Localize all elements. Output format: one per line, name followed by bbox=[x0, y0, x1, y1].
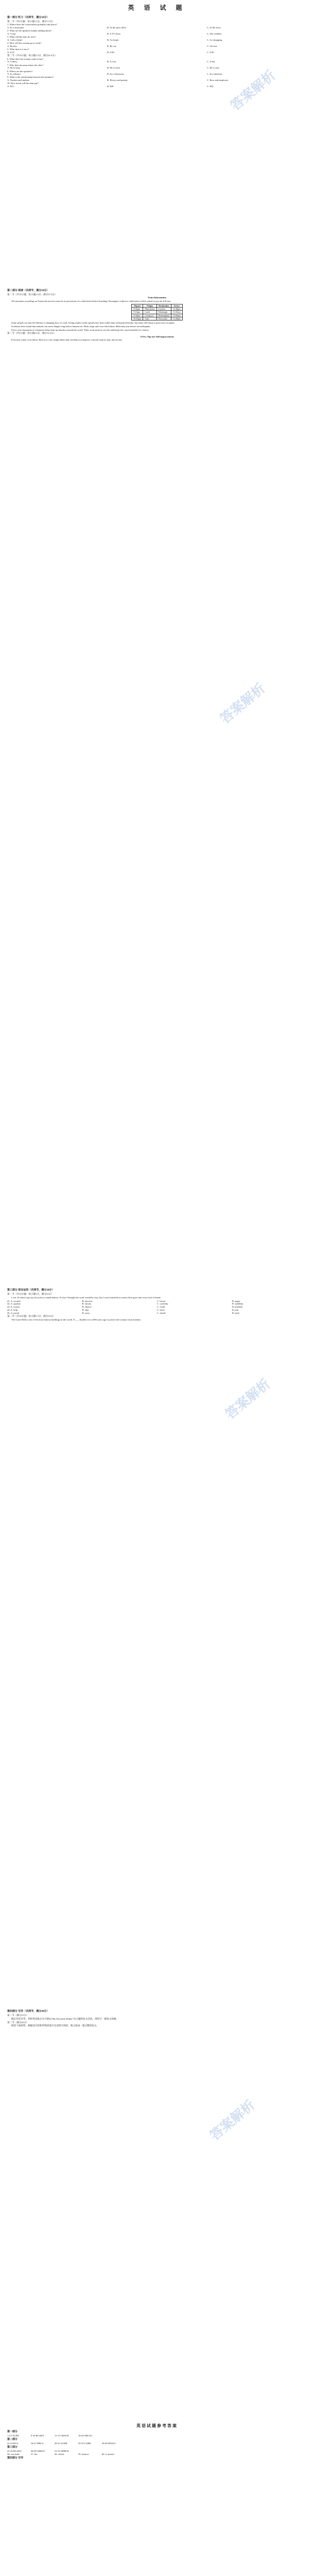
table-cell: 8:45pm bbox=[132, 308, 143, 311]
cloze-options bbox=[7, 1300, 307, 1315]
option: A. He is busy. bbox=[7, 66, 21, 70]
table-cell: London bbox=[156, 308, 171, 311]
part4-section2: 第二节（满分25分） bbox=[7, 2021, 29, 2024]
seven-choice-title: A Few Tips for Self-improvement bbox=[140, 335, 174, 338]
question bbox=[7, 82, 307, 88]
question bbox=[7, 23, 307, 29]
option: 45. A. proud bbox=[7, 1311, 19, 1314]
part3 bbox=[7, 1288, 307, 1321]
option: C. carefully bbox=[157, 1302, 168, 1306]
passage-c: Scientists have found that animals can sense danger long before humans do. Birds, dogs and even fish behave differently just before an earthquake. bbox=[11, 325, 151, 328]
question-stem: 3. What will the man do next? bbox=[7, 36, 36, 39]
part1-section1: 第一节（共5小题；每小题1.5分，满分7.5分） bbox=[7, 20, 55, 23]
answer-item: 24-27 DBCA bbox=[31, 2442, 44, 2445]
option: C. $25. bbox=[207, 85, 214, 88]
question bbox=[7, 70, 307, 76]
question-stem: 8. Where are the speakers? bbox=[7, 70, 33, 73]
part1-questions bbox=[7, 23, 307, 54]
column-header: Destination bbox=[156, 304, 171, 307]
option: A. A dress. bbox=[7, 60, 18, 63]
option: C. A hat. bbox=[207, 60, 216, 63]
option: A. 8:15. bbox=[7, 51, 15, 54]
option: B. 8:30. bbox=[107, 51, 115, 54]
option: A. By bus. bbox=[7, 45, 18, 48]
answer-item: 56. was built bbox=[7, 2452, 20, 2455]
answer-item: 6-10 BCABA bbox=[31, 2434, 44, 2437]
answer-item: 11-15 CBACB bbox=[55, 2434, 69, 2437]
options bbox=[7, 51, 307, 54]
cloze-text: I was 16 when I got my first job at a small bakery. At first I thought the work would be easy, but I soon learned how much effort goes into every loaf of bread. bbox=[11, 1296, 161, 1299]
answer-item: 46-50 CBDAC bbox=[31, 2450, 45, 2453]
table-cell: 9:10pm bbox=[132, 311, 143, 314]
column-header: Arrive bbox=[171, 304, 182, 307]
options bbox=[7, 79, 307, 82]
answer-item: 28-31 ACDB bbox=[55, 2442, 67, 2445]
answer-item: 1-5 CACBA bbox=[7, 2434, 20, 2437]
option: C. On foot. bbox=[207, 45, 218, 48]
table-cell: 11:20pm bbox=[171, 317, 182, 320]
option: C. He is sick. bbox=[207, 66, 220, 70]
passage-a-title: Train Information bbox=[147, 296, 167, 299]
option: D. suddenly bbox=[232, 1302, 243, 1306]
option: 42. A. quickly bbox=[7, 1302, 21, 1306]
table-row bbox=[132, 317, 182, 320]
answers-writing-label: 第四部分 写作 bbox=[7, 2456, 24, 2460]
option: C. bored bbox=[157, 1299, 165, 1302]
option: A. In a library. bbox=[7, 73, 21, 76]
option: C. Boss and employee. bbox=[207, 79, 229, 82]
answer-item: 51-55 ADBCB bbox=[55, 2450, 69, 2453]
answers-part1-label: 第一部分 bbox=[7, 2431, 18, 2433]
option: D. tired bbox=[232, 1311, 239, 1314]
option: B. By car. bbox=[107, 45, 117, 48]
question bbox=[7, 64, 307, 70]
option: B. In a classroom. bbox=[107, 73, 125, 76]
writing2-prompt: 阅读下面材料，根据其内容和所给段落开头语续写两段，使之构成一篇完整的短文。 bbox=[11, 2024, 99, 2027]
option: C. Go shopping. bbox=[207, 39, 223, 42]
options bbox=[7, 26, 307, 29]
part1-questions2 bbox=[7, 58, 307, 88]
option: 41. A. excited bbox=[7, 1299, 21, 1302]
option: D. join bbox=[232, 1308, 239, 1311]
passage-b: Some people say that the Internet is changing how we read. Young readers today spend more time online than with printed books, but many still enjoy a good story on paper. bbox=[11, 321, 175, 325]
question bbox=[7, 48, 307, 54]
answer-item: 59. famous bbox=[78, 2452, 89, 2455]
answers-part2 bbox=[7, 2442, 307, 2445]
option: B. nervous bbox=[82, 1299, 93, 1302]
option: B. $20. bbox=[107, 85, 114, 88]
option: A. Teacher and student. bbox=[7, 79, 30, 82]
part3-heading: 第三部分 语言运用（共两节，满分30分） bbox=[7, 1289, 55, 1292]
option: D. angry bbox=[232, 1299, 240, 1302]
part1-heading: 第一部分 听力（共两节，满分30分） bbox=[7, 16, 49, 19]
part2 bbox=[7, 289, 307, 342]
answers-part1 bbox=[7, 2434, 307, 2437]
train-table bbox=[131, 304, 182, 320]
options bbox=[7, 85, 307, 88]
watermark-4: 答案解析 bbox=[207, 2097, 258, 2144]
part4-heading: 第四部分 写作（共两节，满分40分） bbox=[7, 2010, 49, 2013]
option: 43. A. reason bbox=[7, 1306, 20, 1309]
option: B. sorry bbox=[82, 1311, 90, 1314]
answer-item: 58. which bbox=[55, 2452, 64, 2455]
table-cell: York bbox=[143, 317, 157, 320]
option: C. result bbox=[157, 1306, 165, 1309]
part3-section1: 第一节（共15小题；每小题1分，满分15分） bbox=[7, 1293, 54, 1296]
answers-part3-label: 第三部分 bbox=[7, 2446, 18, 2449]
option: B. chance bbox=[82, 1306, 92, 1309]
options-row bbox=[7, 1312, 307, 1315]
part4-section1: 第一节（满分15分） bbox=[7, 2014, 29, 2017]
option: B. stop bbox=[82, 1308, 89, 1311]
option: A. Call a friend. bbox=[7, 39, 23, 42]
option: B. He is tired. bbox=[107, 66, 120, 70]
table-cell: 9:35pm bbox=[132, 314, 143, 317]
seven-choice-text: Everyone wants to be better. Here are a few simple ideas that can help you improve yourself step by step, day by day. bbox=[11, 338, 123, 342]
option: C. The weather. bbox=[207, 32, 222, 36]
part1 bbox=[7, 15, 307, 88]
options bbox=[7, 39, 307, 42]
page-title: 英 语 试 题 bbox=[128, 4, 186, 11]
grammar-text: The Great Wall is one of the most famous buildings in the world. It ___ (build) over 2,000 years ago to protect the country from enemies. bbox=[11, 1318, 142, 1321]
answer-item: 21-23 BCA bbox=[7, 2442, 19, 2445]
option: B. slowly bbox=[82, 1302, 92, 1306]
options bbox=[7, 73, 307, 76]
part4 bbox=[7, 2009, 307, 2028]
answers-grammar bbox=[7, 2453, 307, 2456]
answer-item: 16-20 ABCAC bbox=[78, 2434, 93, 2437]
table-cell: 11:40pm bbox=[171, 308, 182, 311]
option: A. In a restaurant. bbox=[7, 26, 25, 29]
option: C. At the store. bbox=[207, 26, 221, 29]
question-stem: 6. What does the woman want to buy? bbox=[7, 57, 44, 60]
table-cell: 10:05pm bbox=[132, 317, 143, 320]
question-stem: 2. What are the speakers mainly talking about? bbox=[7, 29, 52, 32]
watermark-2: 答案解析 bbox=[217, 681, 269, 727]
table-cell: Edinburgh bbox=[156, 311, 171, 314]
writing1-prompt: 假定你是李华，你校英语报正在开展以"My Favourite Hobby"为主题的征文活动。请你写一篇短文投稿。 bbox=[11, 2017, 118, 2020]
answer-item: 57. the bbox=[31, 2452, 38, 2455]
option: 44. A. help bbox=[7, 1308, 18, 1311]
question-stem: 5. What time is it now? bbox=[7, 48, 29, 51]
answer-item: 32-35 CABD bbox=[78, 2442, 91, 2445]
answer-item: 41-45 BCADA bbox=[7, 2450, 22, 2453]
answer-title: 英语试题参考答案 bbox=[136, 2424, 178, 2428]
option: C. afraid bbox=[157, 1311, 166, 1314]
options bbox=[7, 45, 307, 48]
passage-a: All customers travelling on Transweb services must be in possession of a valid ticket before boarding. Passengers without a valid ticket will be asked to pay the full fare. bbox=[11, 300, 171, 303]
table-cell: Manchester bbox=[143, 308, 157, 311]
answers-part2-label: 第二部分 bbox=[7, 2438, 18, 2441]
option: C. leave bbox=[157, 1308, 165, 1311]
table-cell: 12:30am bbox=[171, 311, 182, 314]
option: B. Go home. bbox=[107, 39, 119, 42]
table-cell: Birmingham bbox=[156, 314, 171, 317]
question-stem: 7. Why does the man refuse the offer? bbox=[7, 63, 43, 66]
question bbox=[7, 42, 307, 47]
answer-item: 36-40 FDAGC bbox=[102, 2442, 116, 2445]
question-stem: 9. What is the relationship between the speakers? bbox=[7, 76, 54, 79]
part1-section2: 第二节（共15小题；每小题1.5分，满分22.5分） bbox=[7, 54, 57, 57]
answer-key bbox=[7, 2421, 307, 2461]
question bbox=[7, 29, 307, 35]
header bbox=[7, 4, 307, 12]
watermark-3: 答案解析 bbox=[222, 1376, 274, 1422]
passage-d: Every year thousands of volunteers help clean up beaches around the world. Their work protects sea life and keeps the coast beautiful for visitors. bbox=[11, 328, 149, 331]
option: A. A trip. bbox=[7, 32, 16, 36]
question bbox=[7, 76, 307, 81]
answer-item: 60. to protect bbox=[102, 2452, 115, 2455]
table-cell: Newcastle bbox=[156, 317, 171, 320]
table-cell: 11:05pm bbox=[171, 314, 182, 317]
part2-heading: 第二部分 阅读（共两节，满分50分） bbox=[7, 290, 49, 292]
part2-section2: 第二节（共5小题；每小题2.5分，满分12.5分） bbox=[7, 332, 56, 335]
part3-section2: 第二节（共10小题；每小题1.5分，满分15分） bbox=[7, 1314, 56, 1317]
part2-section1: 第一节（共15小题；每小题2.5分，满分37.5分） bbox=[7, 293, 57, 296]
option: D. problem bbox=[232, 1306, 243, 1309]
option: B. A coat. bbox=[107, 60, 117, 63]
column-header: Origin bbox=[143, 304, 157, 307]
table-cell: Liverpool bbox=[143, 314, 157, 317]
option: C. 8:45. bbox=[207, 51, 215, 54]
watermark-1: 答案解析 bbox=[228, 67, 279, 114]
options bbox=[7, 32, 307, 36]
question bbox=[7, 36, 307, 41]
option: B. At the post office. bbox=[107, 26, 127, 29]
question bbox=[7, 58, 307, 63]
option: B. A TV show. bbox=[107, 32, 121, 36]
question-stem: 10. How much will the man pay? bbox=[7, 82, 39, 85]
option: A. $15. bbox=[7, 85, 14, 88]
option: C. In a museum. bbox=[207, 73, 223, 76]
question-stem: 1. Where does the conversation probably take place? bbox=[7, 23, 57, 26]
table-cell: Leeds bbox=[143, 311, 157, 314]
question-stem: 4. How will the woman go to work? bbox=[7, 42, 42, 45]
column-header: Depart bbox=[132, 304, 143, 307]
option: B. Doctor and patient. bbox=[107, 79, 128, 82]
